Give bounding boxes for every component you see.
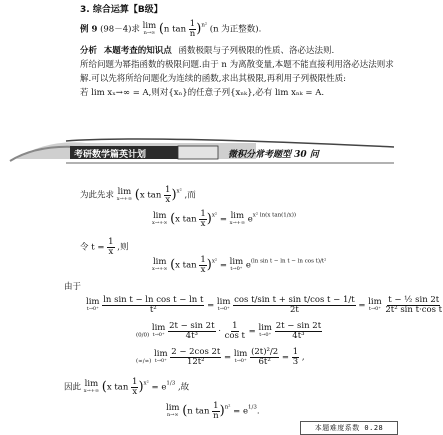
final-eq: = e	[233, 406, 248, 417]
analysis-label: 分析	[80, 46, 98, 56]
derive-line-6: $_{(\infty/\infty)}$ lim t→0⁺ $\frac{2 - 2\cos 2t}{\text{12t²}}$ = lim t→0⁺ $\frac{\text{(2t)²/2}}{\text{6t²}}$ = $\frac{1}{3}$ ,	[136, 347, 305, 367]
analysis-text: 函数极限与子列极限的性质、洛必达法则.	[178, 46, 335, 56]
analysis-line	[80, 44, 334, 56]
derive-let: 令 t = $\frac{1}{x}$ ,则	[80, 237, 129, 257]
line1-pre: 为此先求	[80, 190, 115, 201]
section-heading: 3. 综合运算【B级】	[80, 5, 163, 15]
final-exp: 1/3	[248, 404, 257, 411]
example-limit: lim n→∞	[142, 21, 157, 36]
derive-line-4: lim t→0⁺ $\frac{\text{ln sin t − ln cos t − ln t}}{\text{t²}}$ = lim t→0⁺ $\frac{\text{cos t/sin t + sin t/cos t − 1/t}}{2t}$ = lim t→0⁺ $\frac{\text{t − ½ sin 2t}}{\text{2t² sin t·cos t}}$	[86, 295, 443, 315]
example-tail: (n 为正整数).	[209, 24, 262, 35]
example-line: 例 9 (98－4)求 lim n→∞ (n tan $\frac{1}{n}$ )$^{n^2}$ (n 为正整数).	[80, 19, 262, 39]
analysis-para-3: 若 lim xₓ→∞ = A,则对{xₙ}的任意子列{xₙₖ},必有 lim xₙₖ = A.	[80, 88, 325, 98]
example-label: 例 9	[80, 24, 98, 35]
example-source: (98－4)求	[100, 24, 140, 35]
hospital-mark: (∞/∞)	[136, 358, 152, 365]
difficulty-badge: 本题难度系数 0.28	[300, 421, 398, 435]
line1-post: ,而	[184, 190, 196, 201]
zero-mark: (0/0)	[136, 332, 150, 339]
derive-hence: 因此 lim x→+∞ (x tan $\frac{1}{x}$ )$^{x^2} = e^{1/3}$ ,故	[64, 377, 190, 397]
chapter-banner	[6, 133, 394, 167]
since-label: 由于	[64, 282, 82, 292]
hence-text: 因此	[64, 382, 82, 393]
analysis-title: 本题考查的知识点	[103, 46, 172, 56]
let-post: ,则	[117, 242, 129, 253]
derive-line-5: $_{(0/0)}$ lim t→0⁺ $\frac{2t - \sin 2t}{\text{4t³}}$ · $\frac{1}{\text{cos t}}$ = lim t→0⁺ $\frac{2t - \sin 2t}{\text{4t³}}$	[136, 321, 322, 341]
let-text: 令 t =	[80, 242, 105, 253]
banner-subtitle: 微积分常考题型 30 问	[228, 150, 319, 160]
analysis-para-2: 解.可以先将所给问题化为连续的函数,求出其极限,再利用子列极限性质:	[80, 74, 346, 84]
analysis-para-1: 所给问题为幂指函数的极限问题.由于 n 为离散变量,本题不能直接利用洛必达法则求	[80, 60, 394, 70]
so-text: ,故	[177, 382, 190, 393]
banner-graphic	[6, 133, 394, 167]
derive-line-3: lim x→+∞ (x tan $\frac{1}{x}$ )$^{x^2}$ = lim t→0⁺ $e^{(ln sin t - ln t - ln cos t)/t^2}$	[152, 255, 327, 275]
derive-final: lim n→∞ (n tan $\frac{1}{n}$ )$^{n^2} = e^{1/3}$.	[166, 401, 260, 421]
derive-line-2: lim x→+∞ (x tan $\frac{1}{x}$ )$^{x^2}$ = lim x→+∞ $e^{x^2 ln(x tan(1/x))}$	[152, 209, 297, 229]
banner-brand: 考研数学篇英计划	[74, 150, 147, 160]
hence-exp: 1/3	[166, 380, 176, 387]
hence-post: = e	[151, 382, 167, 393]
derive-line-1: 为此先求 lim x→+∞ (x tan $\frac{1}{x}$ )$^{x^2}$ ,而	[80, 185, 196, 205]
